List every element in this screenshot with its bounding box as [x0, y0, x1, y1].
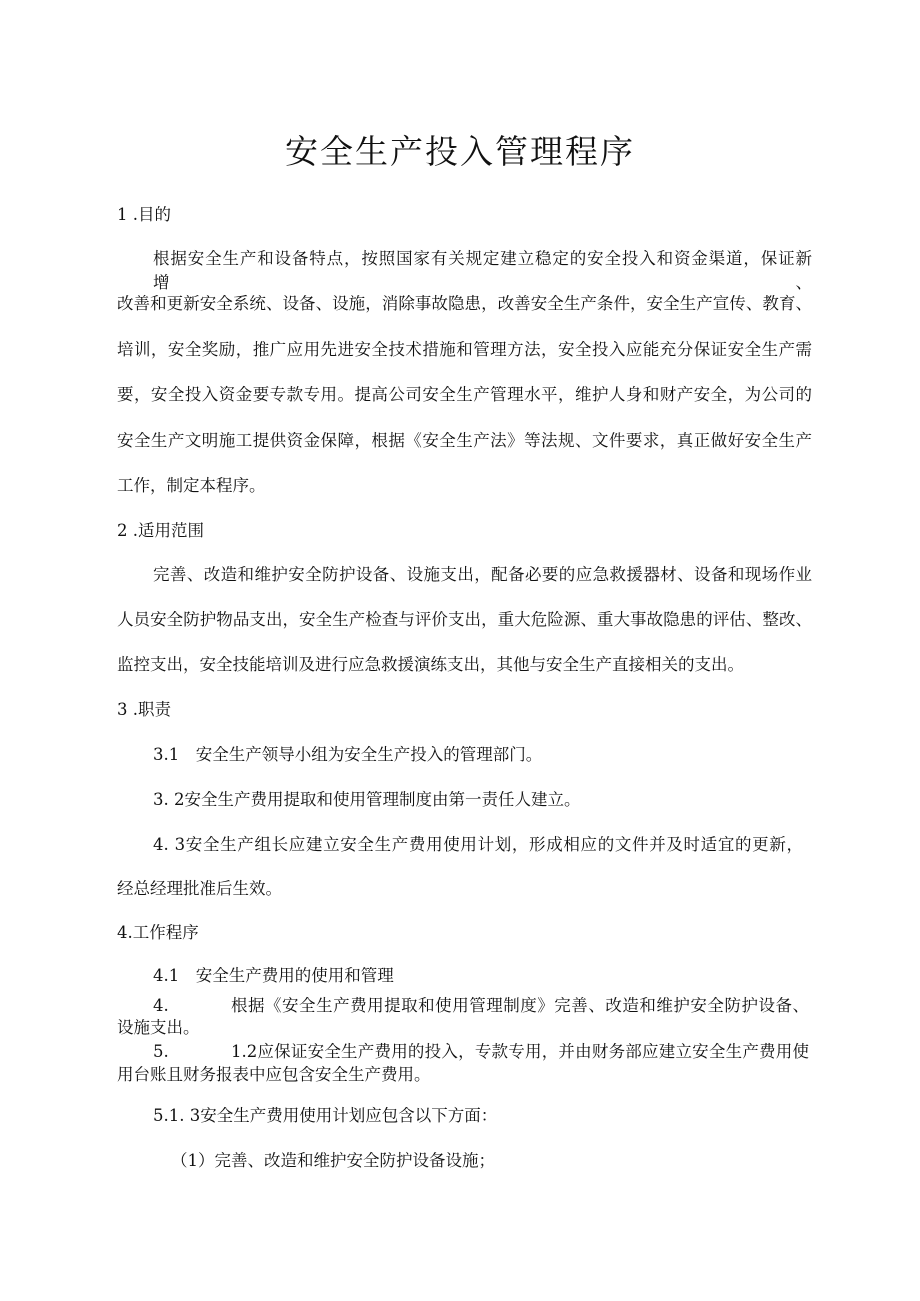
- section-2-line: 完善、改造和维护安全防护设备、设施支出，配备必要的应急救援器材、设备和现场作业: [153, 565, 812, 584]
- section-1-heading: 1 .目的: [117, 205, 171, 224]
- section-3-item: 3.1 安全生产领导小组为安全生产投入的管理部门。: [153, 745, 543, 764]
- section-1-line: 培训，安全奖励，推广应用先进安全技术措施和管理方法，安全投入应能充分保证安全生产需: [117, 340, 812, 359]
- section-4-heading: 4.工作程序: [117, 923, 199, 942]
- page-title: 安全生产投入管理程序: [285, 132, 635, 171]
- section-4-item: 5.1. 3安全生产费用使用计划应包含以下方面：: [153, 1106, 498, 1125]
- section-4-item: 1.2应保证安全生产费用的投入，专款专用，并由财务部应建立安全生产费用使: [231, 1042, 809, 1061]
- section-4-item-number: 4.: [153, 996, 169, 1015]
- section-4-item-tail: 用台账且财务报表中应包含安全生产费用。: [117, 1065, 431, 1084]
- section-4-item: 4.1 安全生产费用的使用和管理: [153, 966, 394, 985]
- section-3-item: 4. 3安全生产组长应建立安全生产费用使用计划，形成相应的文件并及时适宜的更新，: [153, 835, 803, 854]
- section-1-line: 根据安全生产和设备特点，按照国家有关规定建立稳定的安全投入和资金渠道，保证新增、: [153, 249, 812, 292]
- section-2-line: 监控支出，安全技能培训及进行应急救援演练支出，其他与安全生产直接相关的支出。: [117, 655, 744, 674]
- section-1-line: 安全生产文明施工提供资金保障，根据《安全生产法》等法规、文件要求，真正做好安全生产: [117, 431, 812, 450]
- section-3-item: 3. 2安全生产费用提取和使用管理制度由第一责任人建立。: [153, 790, 581, 809]
- section-2-line: 人员安全防护物品支出，安全生产检查与评价支出，重大危险源、重大事故隐患的评估、整改、: [117, 610, 812, 629]
- section-4-item-tail: 设施支出。: [117, 1018, 200, 1037]
- section-1-line: 工作，制定本程序。: [117, 476, 266, 495]
- section-2-heading: 2 .适用范围: [117, 521, 204, 540]
- section-4-item: （1）完善、改造和维护安全防护设备设施；: [171, 1151, 495, 1170]
- section-1-line: 改善和更新安全系统、设备、设施，消除事故隐患，改善安全生产条件，安全生产宣传、教育、: [117, 294, 812, 313]
- section-4-item: 根据《安全生产费用提取和使用管理制度》完善、改造和维护安全防护设备、: [231, 996, 809, 1015]
- section-4-item-number: 5.: [153, 1042, 169, 1061]
- section-3-tail: 经总经理批准后生效。: [117, 879, 282, 898]
- section-1-line: 要，安全投入资金要专款专用。提高公司安全生产管理水平，维护人身和财产安全，为公司的: [117, 385, 812, 404]
- section-3-heading: 3 .职责: [117, 700, 171, 719]
